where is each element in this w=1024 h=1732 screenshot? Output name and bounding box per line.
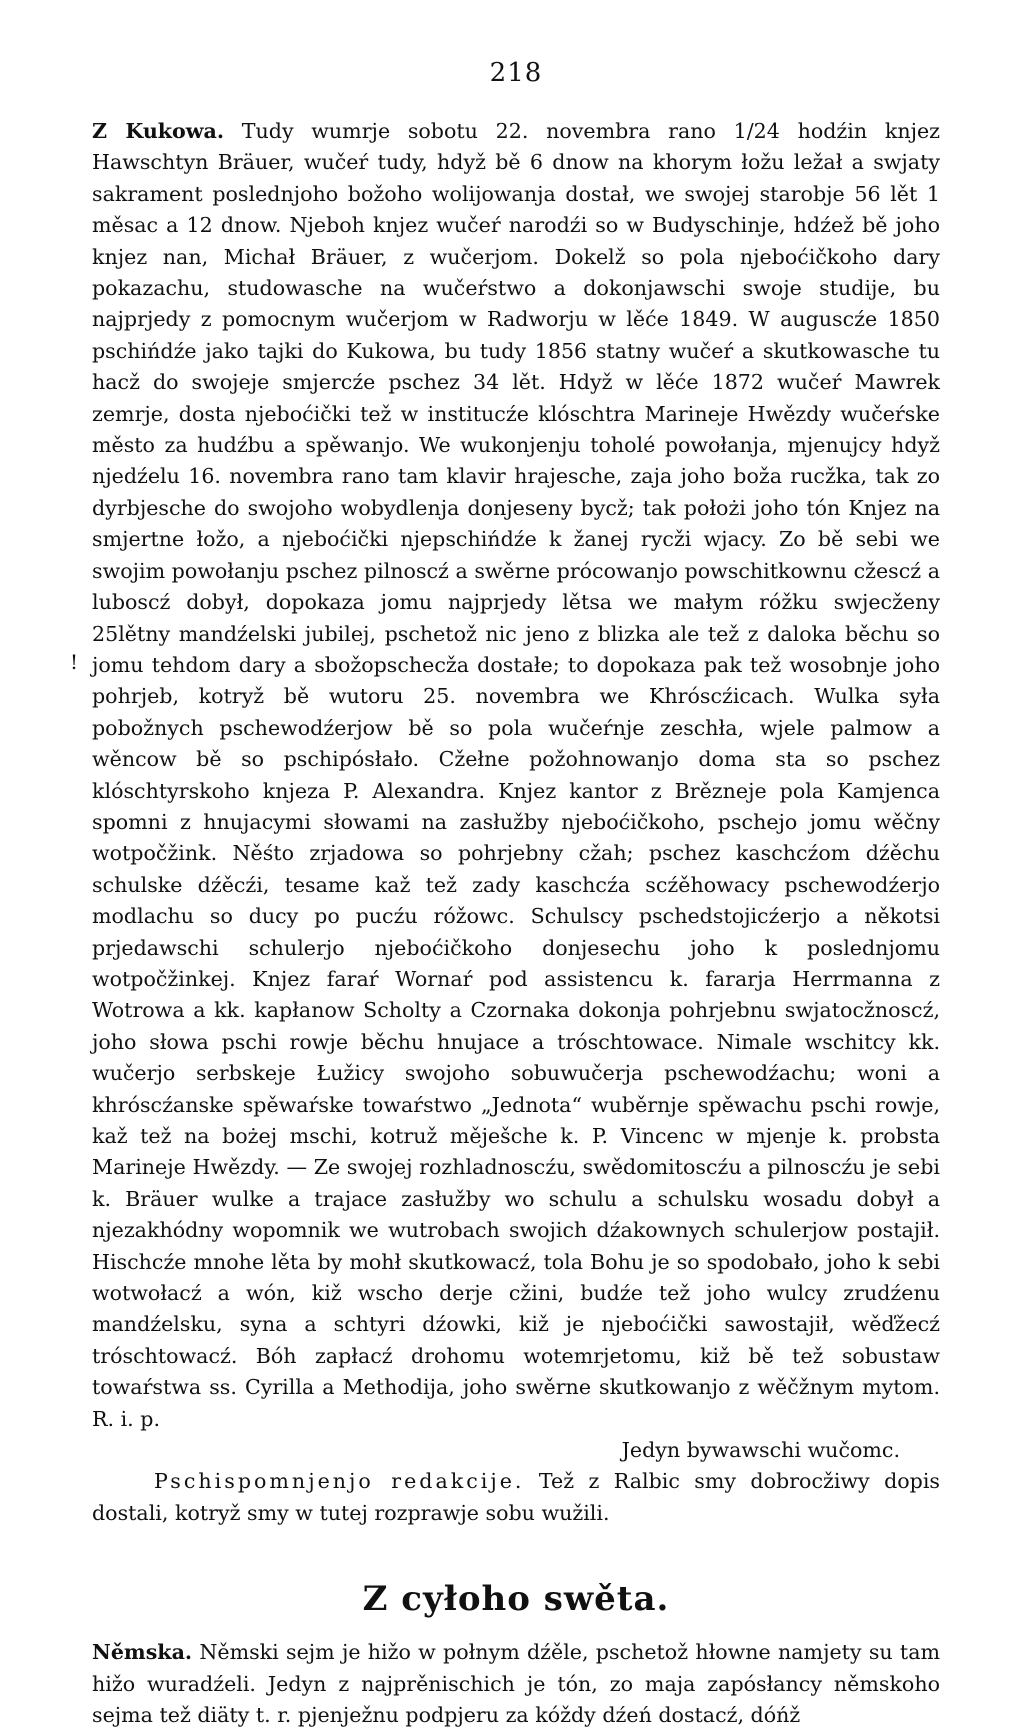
- news-lead: Němska.: [92, 1640, 193, 1665]
- obituary-text: Tudy wumrje sobotu 22. novembra rano 1/24 hodźin knjez Hawschtyn Bräuer, wučeŕ tudy, hdyž bě 6 dnow na khorym łožu ležał a swjaty sakrament poslednjoho božoho wolijowanja dostał, we swojej starobje 56 lět 1 měsac a 12 dnow. Njeboh knjez wučeŕ narodźi so w Budyschinje, hdźež bě joho knjez nan, Michał Bräuer, z wučerjom. Dokelž so pola njeboćičkoho dary pokazachu, studowasche na wučeŕstwo a dokonjawschi swoje studije, bu najprjedy z pomocnym wučerjom w Radworju w lěće 1849. W auguscźe 1850 pschińdźe jako tajki do Kukowa, bu tudy 1856 statny wučeŕ a skutkowasche tu hacž do swojeje smjercźe pschez 34 lět. Hdyž w lěće 1872 wučeŕ Mawrek zemrje, dosta njeboćički tež w institucźe klóschtra Marineje Hwězdy wučeŕske město za hudźbu a spěwanjo. We wukonjenju toholé powołanja, mjenujcy hdyž njedźelu 16. novembra rano tam klavir hrajesche, zaja joho boža rucžka, tak zo dyrbjesche do swojoho wobydlenja donjeseny bycž; tak położi joho tón Knjez na smjertne łožo, a njeboćički njepschińdźe k žanej rycži wjacy. Zo bě sebi we swojim powołanju pschez pilnoscź a swěrne prócowanjo powschitkownu cžescź a luboscź dobył, dopokaza jomu najprjedy lětsa we małym róžku swjecženy 25lětny mandźelski jubilej, pschetož nic jeno z blizka ale tež z daloka běchu so jomu tehdom dary a sbožopschecža dostałe; to dopokaza pak tež wosobnje joho pohrjeb, kotryž bě wutoru 25. novembra we Khróscźicach. Wulka syła pobožnych pschewodźerjow bě so pola wučeŕnje zeschła, wjele palmow a wěncow bě so pschipósłało. Cžełne požohnowanjo doma sta so pschez klóschtyrskoho knjeza P. Alexandra. Knjez kantor z Brězneje pola Kamjenca spomni z hnujacymi słowami na zasłužby njeboćičkoho, pschejo jomu wěčny wotpočžink. Něśto zrjadowa so pohrjebny cžah; pschez kaschcźom dźěchu schulske dźěcźi, tesame kaž tež zady kaschcźa scźěhowacy pschewodźerjo modlachu so ducy po pucźu róžowc. Schulscy pschedstojicźerjo a někotsi prjedawschi schulerjo njeboćičkoho donjesechu joho k poslednjomu wotpočžinkej. Knjez faraŕ Wornaŕ pod assistencu k. fararja Herrmanna z Wotrowa a kk. kapłanow Scholty a Czornaka dokonja pohrjebnu swjatocžnoscź, joho słowa pschi rowje běchu hnujace a tróschtowace. Nimale wschitcy kk. wučerjo serbskeje Łužicy swojoho sobuwučerja pschewodźachu; woni a khróscźanske spěwaŕske towaŕstwo „Jednota“ wuběrnje spěwachu pschi rowje, kaž tež na bożej mschi, kotruž měješche k. P. Vincenc w mjenje k. probsta Marineje Hwězdy. — Ze swojej rozhladnoscźu, swědomitoscźu a pilnoscźu je sebi k. Bräuer wulke a trajace zasłužby wo schulu a schulsku wosadu dobył a njezakhódny wopomnik we wutrobach swojich dźakownych schulerjow postajił. Hischcźe mnohe lěta by mohł skutkowacź, tola Bohu je so spodobało, joho k sebi wotwołacź a wón, kiž wscho derje cžini, budźe tež joho wulcy zrudźenu mandźelsku, syna a schtyri dźowki, kiž je njeboćički sawostajił, wěďžecź tróschtowacź. Bóh zapłacź drohomu wotemrjetomu, kiž bě tež sobustaw towaŕstwa ss. Cyrilla a Methodija, joho swěrne skutkowanjo z wěčžnym mytom. R. i. p.: [92, 119, 941, 1431]
- editorial-note-lead: Pschispomnjenjo redakcije.: [154, 1469, 525, 1494]
- margin-mark: !: [70, 650, 79, 674]
- section-heading: Z cyłoho swěta.: [362, 1579, 670, 1620]
- editorial-note-text: Tež z Ralbic smy dobrocžiwy dopis dostali, kotryž smy w tutej rozprawje sobu wužili.: [92, 1469, 941, 1525]
- page-body: [92, 116, 940, 1732]
- editorial-note: [92, 1466, 940, 1529]
- document-page: [92, 0, 941, 1728]
- obituary-signature: Jedyn bywawschi wučomc.: [621, 1438, 900, 1463]
- obituary-lead: Z Kukowa.: [92, 119, 225, 143]
- obituary-paragraph: [92, 116, 940, 1435]
- news-text: Němski sejm je hižo w połnym dźěle, pschetož hłowne namjety su tam hižo wuradźeli. Jedyn z najprěnischich je tón, zo maja zapósłancy němskoho sejma tež diäty t. r. pjenježnu podpjeru za kóždy dźeń dostacź, dóńž: [92, 1640, 941, 1728]
- news-paragraph: [92, 1637, 940, 1731]
- page-number: 218: [489, 58, 543, 88]
